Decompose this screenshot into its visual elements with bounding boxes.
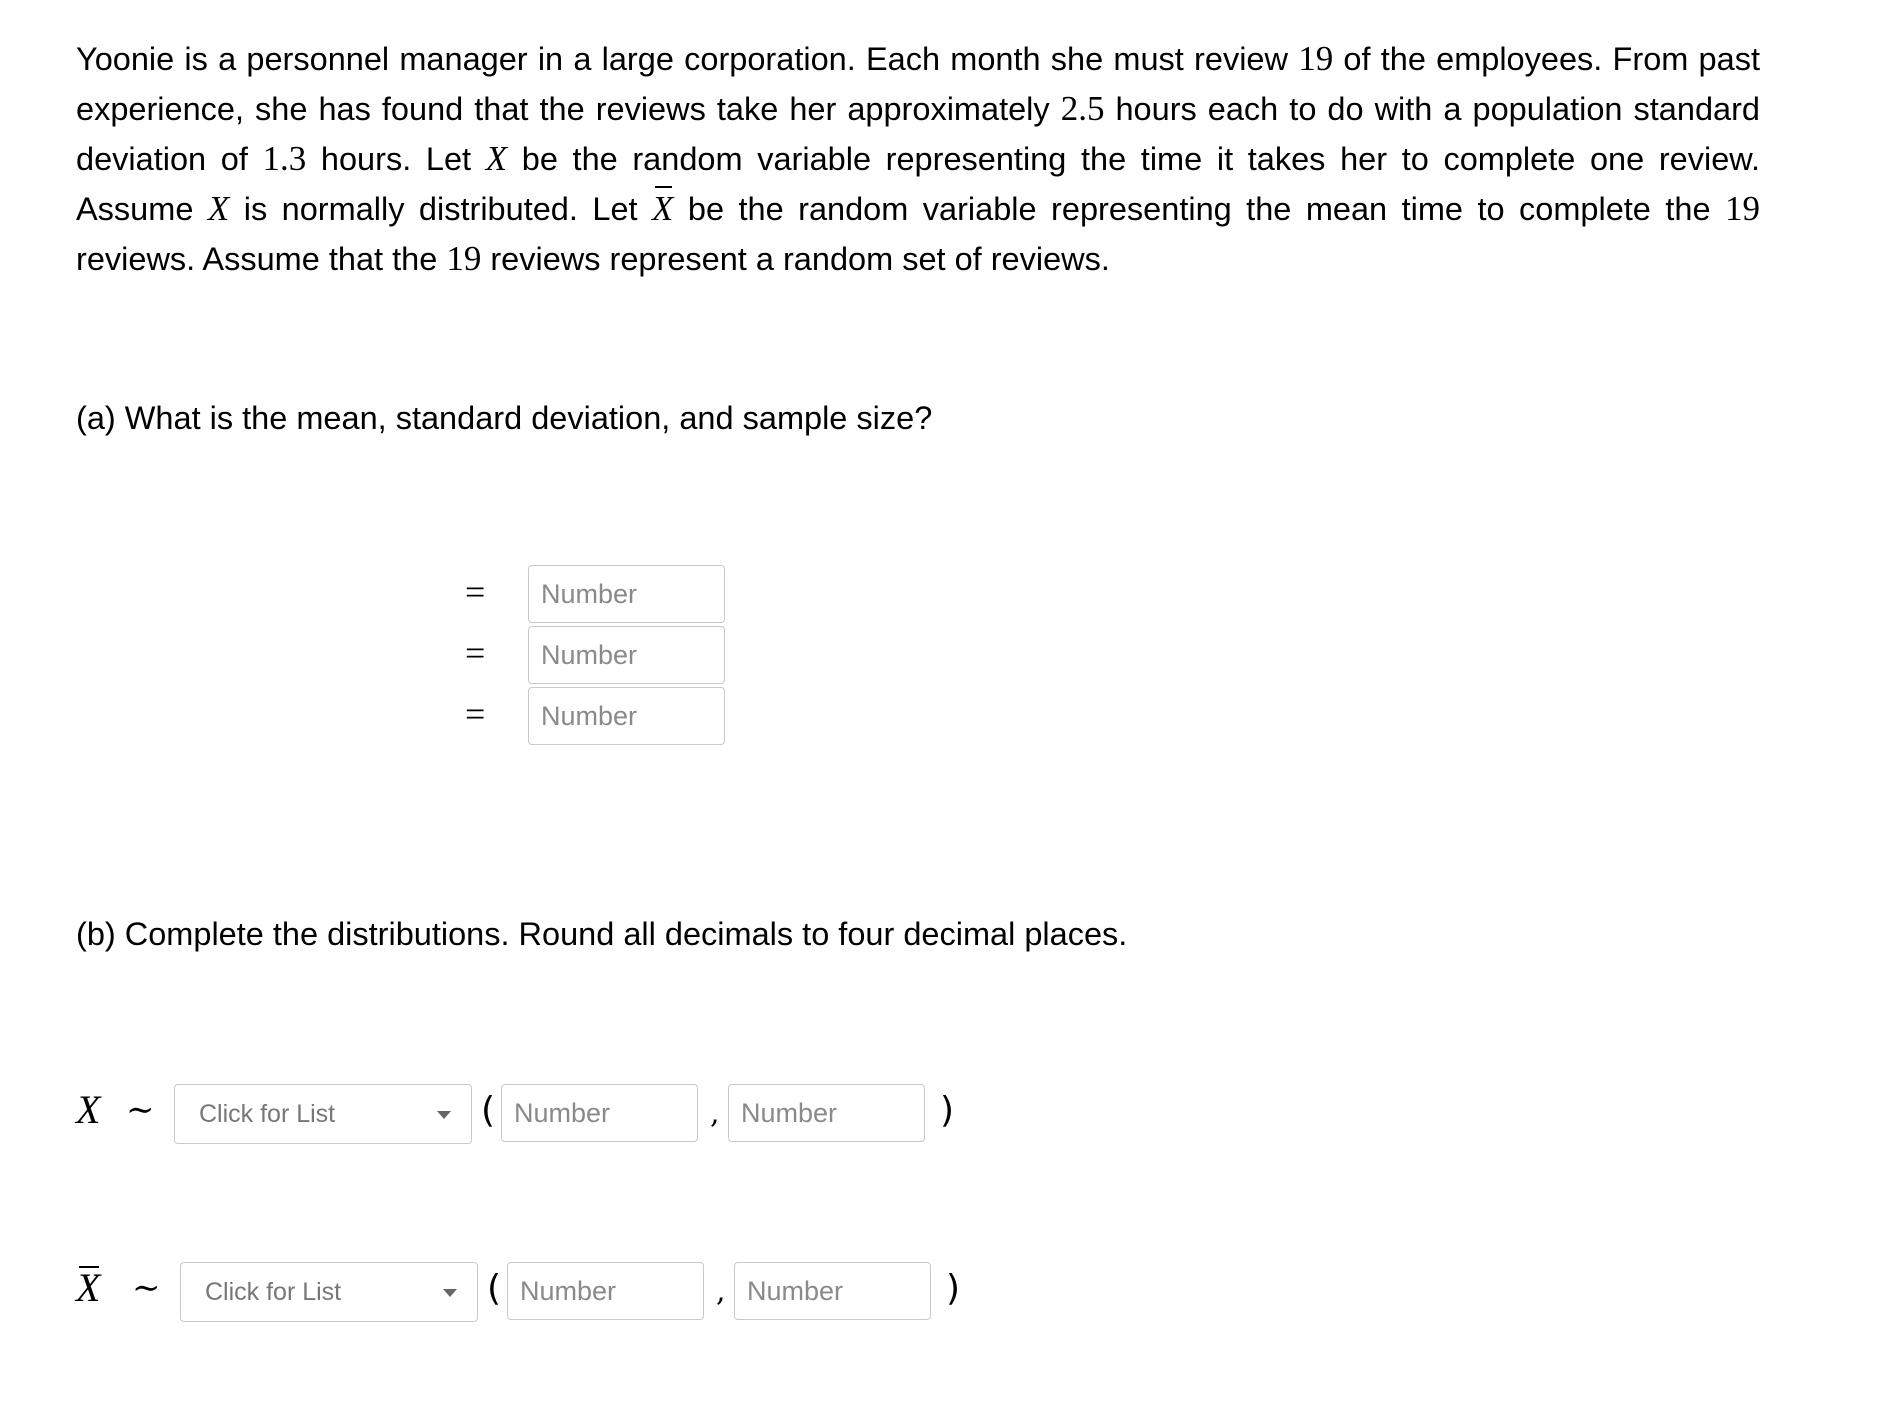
variable-x: X (76, 1087, 101, 1132)
open-paren: ( (487, 1268, 502, 1309)
mean-hours-value: 2.5 (1060, 89, 1105, 128)
x-distribution-select[interactable] (174, 1084, 472, 1144)
variable-x-bar: X (652, 184, 673, 234)
close-paren: ) (940, 1090, 955, 1131)
x-bar-distribution-row (76, 1262, 976, 1322)
problem-text: hours each to do with a population standard deviation of (76, 91, 1761, 177)
close-paren: ) (946, 1268, 961, 1309)
select-label: Click for List (199, 1100, 336, 1128)
x-bar-param1-input[interactable] (507, 1262, 704, 1320)
problem-text: is normally distributed. Let (229, 191, 653, 227)
problem-statement (76, 34, 1760, 284)
problem-text: hours. Let (306, 141, 486, 177)
sample-size-input[interactable] (528, 687, 725, 745)
equals-sign: = (465, 694, 486, 734)
chevron-down-icon (443, 1289, 457, 1297)
problem-text: be the random variable representing the mean time to complete the (673, 191, 1725, 227)
problem-text: of the employees. From past experience, she has found that the reviews take her approximately (76, 41, 1760, 127)
comma: , (710, 1096, 720, 1131)
mean-input[interactable] (528, 565, 725, 623)
x-bar-param2-input[interactable] (734, 1262, 931, 1320)
open-paren: ( (481, 1090, 496, 1131)
chevron-down-icon (437, 1111, 451, 1119)
problem-text: reviews represent a random set of reviews. (481, 241, 1110, 277)
variable-x: X (485, 139, 508, 178)
number-of-reviews: 19 (446, 239, 482, 278)
variable-x: X (207, 189, 230, 228)
sd-hours-value: 1.3 (262, 139, 307, 178)
comma: , (716, 1274, 726, 1309)
variable-x-bar: X (76, 1265, 101, 1310)
tilde-symbol: ∼ (132, 1268, 161, 1308)
problem-text: be the random variable representing the time it takes her to complete one review. Assume (76, 141, 1760, 227)
tilde-symbol: ∼ (126, 1090, 155, 1130)
x-param1-input[interactable] (501, 1084, 698, 1142)
x-param2-input[interactable] (728, 1084, 925, 1142)
problem-text: Yoonie is a personnel manager in a large corporation. Each month she must review (76, 41, 1299, 77)
x-bar-distribution-select[interactable] (180, 1262, 478, 1322)
part-b-question: (b) Complete the distributions. Round all decimals to four decimal places. (76, 916, 1128, 952)
equals-sign: = (465, 633, 486, 673)
x-distribution-row (76, 1084, 976, 1144)
equals-sign: = (465, 572, 486, 612)
number-of-reviews: 19 (1298, 39, 1334, 78)
select-label: Click for List (205, 1278, 342, 1306)
number-of-reviews: 19 (1725, 189, 1760, 228)
problem-text: reviews. Assume that the (76, 241, 447, 277)
part-a-question: (a) What is the mean, standard deviation, and sample size? (76, 400, 933, 436)
standard-deviation-input[interactable] (528, 626, 725, 684)
